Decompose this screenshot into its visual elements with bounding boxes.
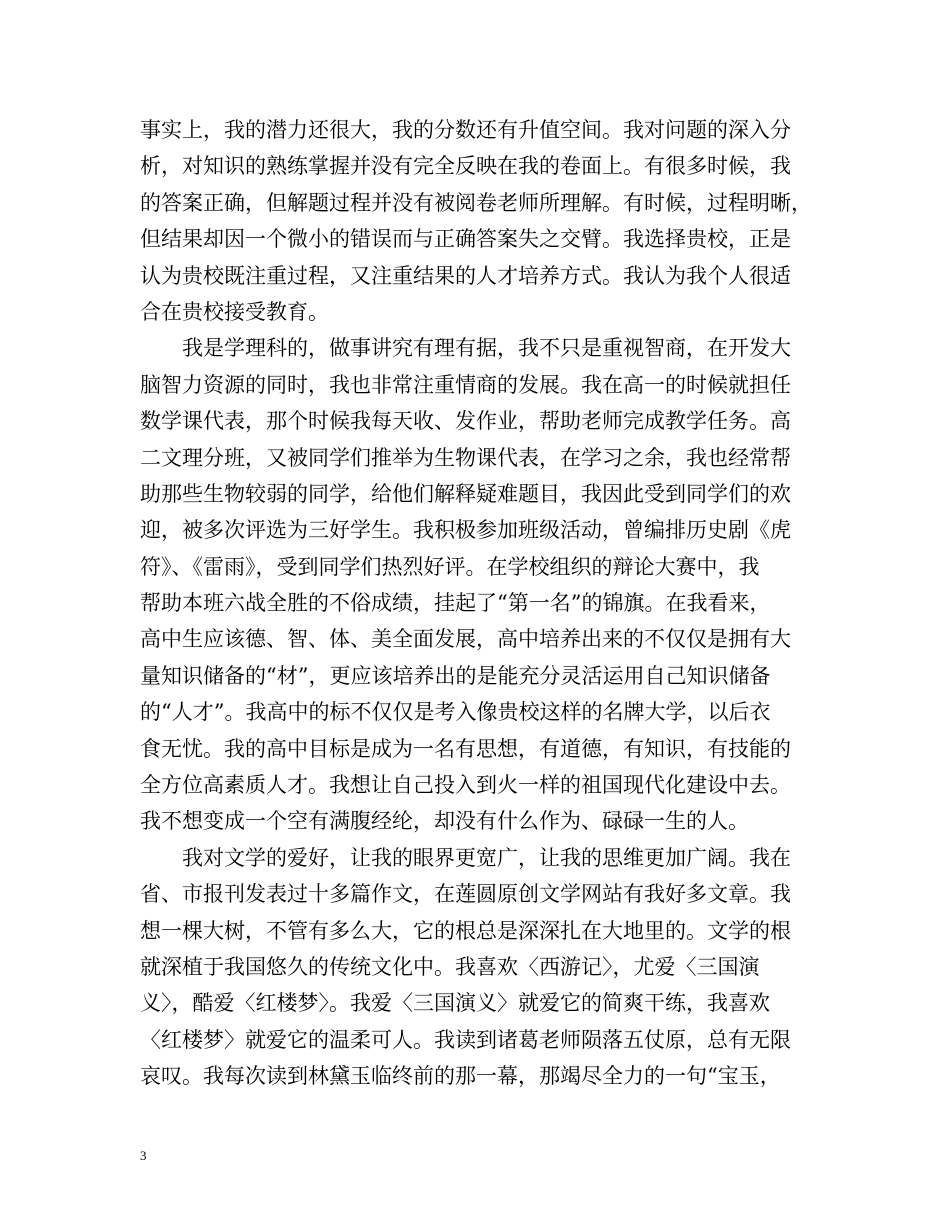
text-line: 量知识储备的“材”，更应该培养出的是能充分灵活运用自己知识储备 xyxy=(140,663,771,688)
text-line: 符》、《雷雨》，受到同学们热烈好评。在学校组织的辩论大赛中，我 xyxy=(140,554,760,579)
text-line: 全方位高素质人才。我想让自己投入到火一样的祖国现代化建设中去。 xyxy=(140,773,791,798)
document-body xyxy=(140,112,830,1095)
text-line: 想一棵大树，不管有多么大，它的根总是深深扎在大地里的。文学的根 xyxy=(140,918,791,943)
text-line: 帮助本班六战全胜的不俗成绩，挂起了“第一名”的锦旗。在我看来， xyxy=(140,591,771,616)
text-line: 二文理分班，又被同学们推举为生物课代表，在学习之余，我也经常帮 xyxy=(140,445,791,470)
text-line: 义〉，酷爱〈红楼梦〉。我爱〈三国演义〉就爱它的简爽干练，我喜欢 xyxy=(140,991,770,1016)
text-line: 〈红楼梦〉就爱它的温柔可人。我读到诸葛老师陨落五仗原，总有无限 xyxy=(140,1027,791,1052)
text-line: 事实上，我的潜力还很大，我的分数还有升值空间。我对问题的深入分 xyxy=(140,118,791,142)
text-line: 哀叹。我每次读到林黛玉临终前的那一幕，那竭尽全力的一句“宝玉， xyxy=(140,1064,781,1089)
paragraph-first-line: 我是学理科的，做事讲究有理有据，我不只是重视智商，在开发大 xyxy=(182,336,791,361)
text-line: 脑智力资源的同时，我也非常注重情商的发展。我在高一的时候就担任 xyxy=(140,372,791,397)
text-line: 认为贵校既注重过程，又注重结果的人才培养方式。我认为我个人很适 xyxy=(140,263,791,288)
text-line: 助那些生物较弱的同学，给他们解释疑难题目，我因此受到同学们的欢 xyxy=(140,481,791,506)
text-line: 的“人才”。我高中的标不仅仅是考入像贵校这样的名牌大学，以后衣 xyxy=(140,700,771,725)
text-line: 我不想变成一个空有满腹经纶，却没有什么作为、碌碌一生的人。 xyxy=(140,809,749,834)
text-line: 合在贵校接受教育。 xyxy=(140,299,329,324)
text-line: 食无忧。我的高中目标是成为一名有思想，有道德，有知识，有技能的 xyxy=(140,736,791,761)
text-line: 省、市报刊发表过十多篇作文，在莲圆原创文学网站有我好多文章。我 xyxy=(140,882,791,907)
text-line: 迎，被多次评选为三好学生。我积极参加班级活动，曾编排历史剧《虎 xyxy=(140,518,791,543)
text-line: 的答案正确，但解题过程并没有被阅卷老师所理解。有时候，过程明晰， xyxy=(140,190,812,215)
paragraph-first-line: 我对文学的爱好，让我的眼界更宽广，让我的思维更加广阔。我在 xyxy=(182,845,791,870)
text-line: 数学课代表，那个时候我每天收、发作业，帮助老师完成教学任务。高 xyxy=(140,409,791,434)
text-line: 但结果却因一个微小的错误而与正确答案失之交臂。我选择贵校，正是 xyxy=(140,227,791,252)
text-line: 高中生应该德、智、体、美全面发展，高中培养出来的不仅仅是拥有大 xyxy=(140,627,791,652)
text-line: 析，对知识的熟练掌握并没有完全反映在我的卷面上。有很多时候，我 xyxy=(140,154,791,179)
page-number: 3 xyxy=(140,1148,147,1163)
text-line: 就深植于我国悠久的传统文化中。我喜欢〈西游记〉，尤爱〈三国演 xyxy=(140,954,760,979)
